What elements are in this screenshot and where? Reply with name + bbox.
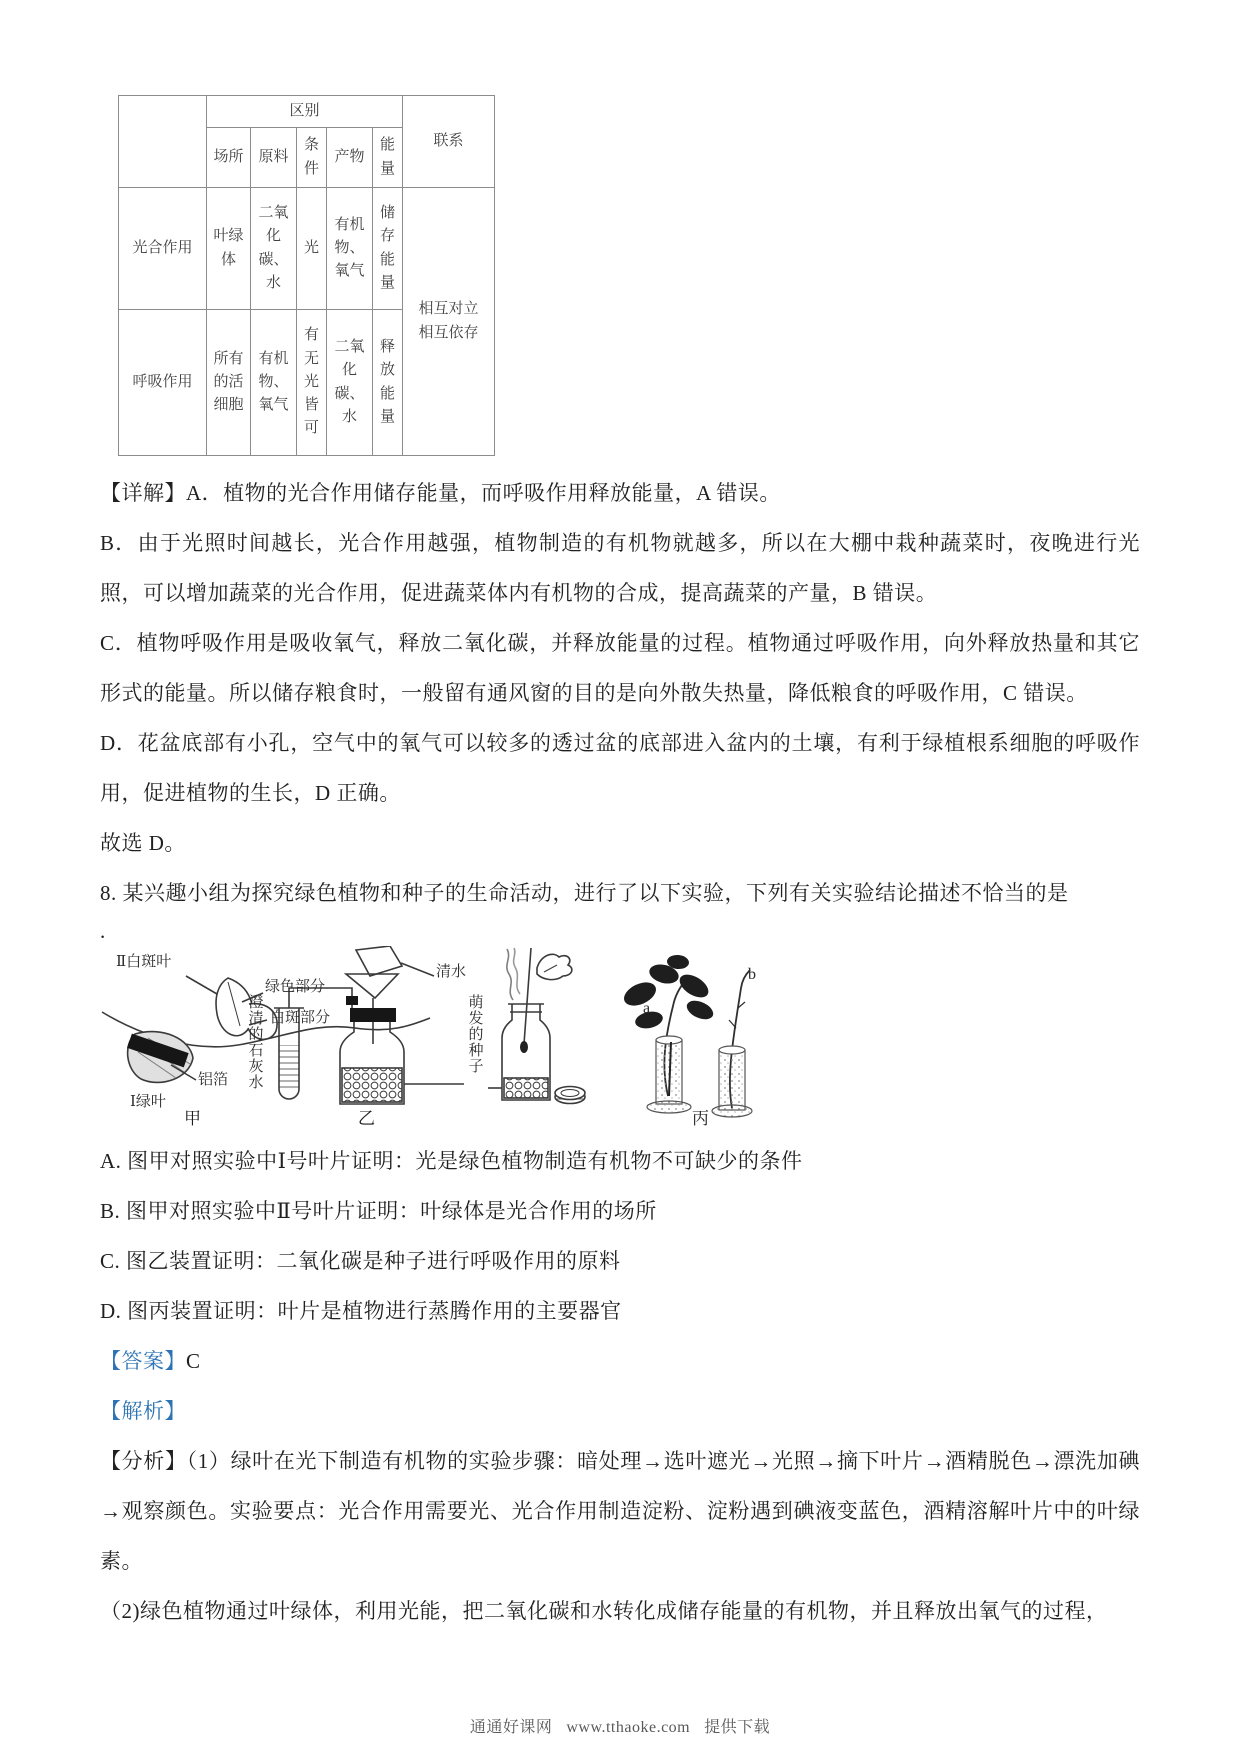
- analysis-item-2: （2)绿色植物通过叶绿体，利用光能，把二氧化碳和水转化成储存能量的有机物，并且释放出氧气的过程，: [100, 1599, 1108, 1623]
- answer-label: 【答案】: [100, 1349, 186, 1373]
- table-corner-cell: [119, 96, 207, 188]
- figure-label-limewater: 澄清的石灰水: [246, 994, 263, 1090]
- table-header-energy: 能量: [373, 128, 403, 188]
- table-cell: 有机物、氧气: [251, 310, 297, 456]
- relation-line: 相互对立: [418, 301, 479, 318]
- experiment-figure: [100, 946, 1140, 1134]
- figure-label-plant-a: a: [643, 1000, 651, 1017]
- analysis-header: [100, 1386, 1140, 1436]
- table-cell: 所有的活细胞: [207, 310, 251, 456]
- table-cell-relation: [403, 188, 495, 456]
- option-a: A. 图甲对照实验中Ⅰ号叶片证明：光是绿色植物制造有机物不可缺少的条件: [100, 1149, 803, 1173]
- table-cell: 二氧化碳、水: [327, 310, 373, 456]
- row-label: 光合作用: [119, 188, 207, 310]
- answer-value: C: [186, 1349, 201, 1373]
- figure-label-water: 清水: [436, 964, 467, 980]
- analysis-text: （1）绿叶在光下制造有机物的实验步骤：暗处理→选叶遮光→光照→摘下叶片→酒精脱色→漂洗加碘→观察颜色。实验要点：光合作用需要光、光合作用制造淀粉、淀粉遇到碘液变蓝色，酒精溶解叶片中的叶绿素。: [100, 1449, 1140, 1573]
- figure-label-foil: 铝箔: [198, 1072, 229, 1088]
- figure-caption-yi: 乙: [358, 1109, 375, 1128]
- fenxi-label: 【分析】: [100, 1449, 187, 1473]
- table-header-material: 原料: [251, 128, 297, 188]
- table-header-product: 产物: [327, 128, 373, 188]
- row-label: 呼吸作用: [119, 310, 207, 456]
- table-header-row-1: [119, 96, 495, 128]
- answer-line: [100, 1336, 1140, 1386]
- figure-label-green-part: 绿色部分: [265, 979, 326, 995]
- relation-line: 相互依存: [418, 324, 479, 341]
- detail-item-c: C．植物呼吸作用是吸收氧气，释放二氧化碳，并释放能量的过程。植物通过呼吸作用，向外释放热量和其它形式的能量。所以储存粮食时，一般留有通风窗的目的是向外散失热量，降低粮食的呼吸作用，C 错误。: [100, 631, 1140, 705]
- analysis-item-1: [100, 1436, 1140, 1586]
- table-header-relation: 联系: [403, 96, 495, 188]
- figure-caption-jia: 甲: [184, 1109, 201, 1128]
- figure-label-leaf2: Ⅱ白斑叶: [116, 954, 172, 970]
- footer-url: www.tthaoke.com: [566, 1719, 691, 1736]
- table-cell: 有机物、氧气: [327, 188, 373, 310]
- table-cell: 储存能量: [373, 188, 403, 310]
- stem-trailing-dot: .: [100, 919, 106, 943]
- detail-label: 【详解】: [100, 481, 186, 505]
- detail-item-a: [100, 468, 1140, 518]
- detail-text: A．植物的光合作用储存能量，而呼吸作用释放能量，A 错误。: [186, 481, 781, 505]
- table-cell: 释放能量: [373, 310, 403, 456]
- table-header-distinction: 区别: [207, 96, 403, 128]
- footer-suffix: 提供下载: [704, 1719, 771, 1736]
- question-stem: 8. 某兴趣小组为探究绿色植物和种子的生命活动，进行了以下实验，下列有关实验结论描述不恰当的是: [100, 881, 1069, 905]
- figure-label-germinating-seeds: 萌发的种子: [466, 994, 483, 1074]
- figure-label-plant-b: b: [748, 966, 756, 983]
- figure-label-white-part: 白斑部分: [270, 1010, 331, 1026]
- table-cell: 二氧化碳、水: [251, 188, 297, 310]
- detail-item-b: B．由于光照时间越长，光合作用越强，植物制造的有机物就越多，所以在大棚中栽种蔬菜时，夜晚进行光照，可以增加蔬菜的光合作用，促进蔬菜体内有机物的合成，提高蔬菜的产量，B 错误。: [100, 531, 1140, 605]
- table-header-place: 场所: [207, 128, 251, 188]
- table-header-condition: 条件: [297, 128, 327, 188]
- detail-item-d: D．花盆底部有小孔，空气中的氧气可以较多的透过盆的底部进入盆内的土壤，有利于绿植根系细胞的呼吸作用，促进植物的生长，D 正确。: [100, 731, 1140, 805]
- analysis-label: 【解析】: [100, 1399, 186, 1423]
- option-c: C. 图乙装置证明：二氧化碳是种子进行呼吸作用的原料: [100, 1249, 621, 1273]
- table-cell: 光: [297, 188, 327, 310]
- page-content: [100, 95, 1140, 1636]
- option-b: B. 图甲对照实验中Ⅱ号叶片证明：叶绿体是光合作用的场所: [100, 1199, 657, 1223]
- option-d: D. 图丙装置证明：叶片是植物进行蒸腾作用的主要器官: [100, 1299, 622, 1323]
- figure-label-leaf1: Ⅰ绿叶: [130, 1094, 166, 1110]
- comparison-table: [118, 95, 495, 456]
- table-cell: 叶绿体: [207, 188, 251, 310]
- table-row-photosynthesis: [119, 188, 495, 310]
- table-cell: 有无光皆可: [297, 310, 327, 456]
- page-footer: [0, 1714, 1240, 1737]
- footer-site-name: 通通好课网: [469, 1719, 553, 1736]
- figure-caption-bing: 丙: [692, 1109, 709, 1128]
- conclusion: 故选 D。: [100, 831, 186, 855]
